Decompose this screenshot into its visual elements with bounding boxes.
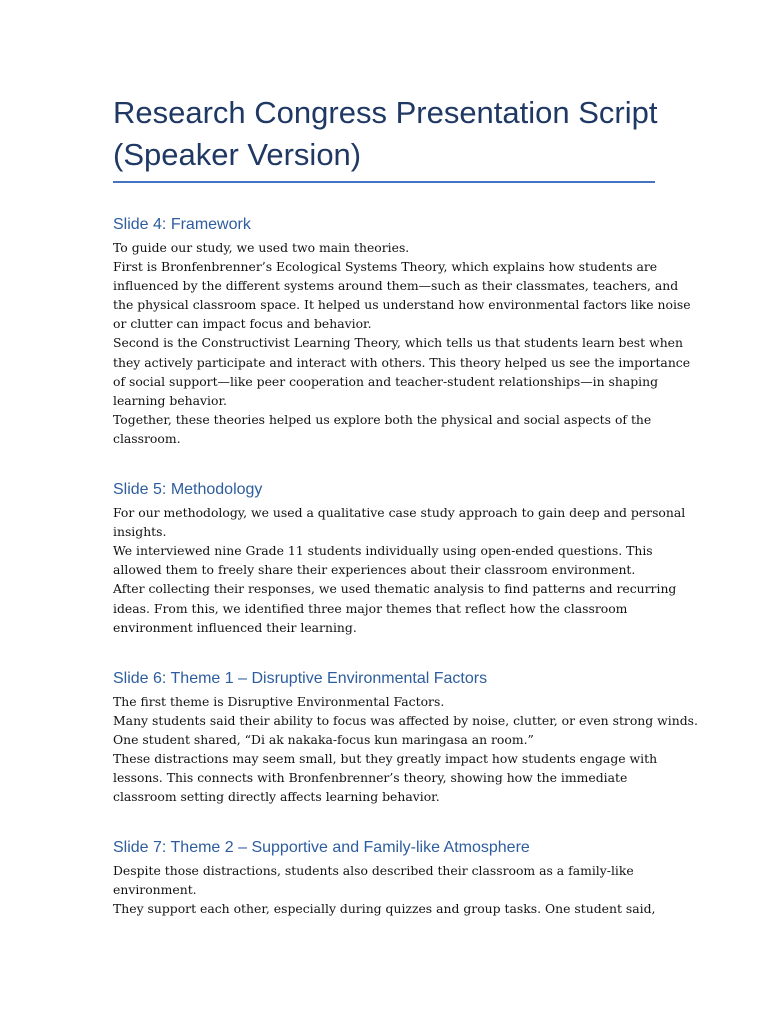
section-slide-6 [113, 668, 698, 807]
body-line: Many students said their ability to focus was affected by noise, clutter, or even strong winds. [113, 712, 698, 728]
title-line: Research Congress Presentation Script [113, 95, 658, 130]
body-line: The first theme is Disruptive Environmental Factors. [113, 693, 445, 709]
document-page [113, 92, 698, 919]
section-heading: Slide 7: Theme 2 – Supportive and Family-like Atmosphere [113, 839, 530, 857]
body-line: environment influenced their learning. [113, 619, 357, 635]
section-body [113, 861, 658, 918]
section-heading: Slide 5: Methodology [113, 481, 263, 499]
body-line: To guide our study, we used two main theories. [113, 240, 410, 255]
body-line: Second is the Constructivist Learning Theory, which tells us that students learn best when [113, 335, 683, 351]
body-line: Together, these theories helped us explore both the physical and social aspects of the [113, 411, 652, 427]
section-slide-5 [113, 479, 686, 637]
body-line: Despite those distractions, students also described their classroom as a family-like [113, 863, 634, 879]
body-line: First is Bronfenbrenner’s Ecological Systems Theory, which explains how students are [113, 259, 658, 275]
body-line: lessons. This connects with Bronfenbrenner’s theory, showing how the immediate [113, 770, 628, 786]
body-line: or clutter can impact focus and behavior. [113, 316, 372, 332]
body-line: classroom setting directly affects learning behavior. [113, 789, 440, 805]
body-line: They support each other, especially during quizzes and group tasks. One student said, [113, 901, 656, 917]
body-line: classroom. [113, 430, 181, 446]
body-line: environment. [113, 882, 197, 898]
body-line: they actively participate and interact with others. This theory helped us see the importance [113, 354, 691, 370]
section-slide-7 [113, 837, 658, 918]
body-line: We interviewed nine Grade 11 students individually using open-ended questions. This [113, 543, 653, 559]
section-heading: Slide 6: Theme 1 – Disruptive Environmental Factors [113, 669, 488, 687]
title-divider [113, 181, 655, 183]
document-title [113, 92, 658, 176]
section-body [113, 692, 698, 807]
title-line: (Speaker Version) [113, 137, 362, 172]
body-line: insights. [113, 524, 167, 540]
section-slide-4 [113, 214, 691, 448]
body-line: of social support—like peer cooperation and teacher-student relationships—in shaping [113, 373, 659, 389]
body-line: learning behavior. [113, 392, 227, 408]
section-heading: Slide 4: Framework [113, 216, 251, 233]
body-line: the physical classroom space. It helped us understand how environmental factors like noise [113, 297, 691, 313]
body-line: One student shared, “Di ak nakaka-focus kun maringasa an room.” [113, 731, 534, 747]
body-line: ideas. From this, we identified three major themes that reflect how the classroom [113, 600, 628, 616]
body-line: influenced by the different systems around them—such as their classmates, teachers, and [113, 278, 679, 294]
body-line: These distractions may seem small, but they greatly impact how students engage with [113, 750, 658, 766]
body-line: allowed them to freely share their experiences about their classroom environment. [113, 562, 636, 578]
body-line: For our methodology, we used a qualitative case study approach to gain deep and personal [113, 505, 686, 521]
section-body [113, 238, 691, 448]
body-line: After collecting their responses, we used thematic analysis to find patterns and recurring [113, 581, 677, 597]
section-body [113, 503, 686, 637]
